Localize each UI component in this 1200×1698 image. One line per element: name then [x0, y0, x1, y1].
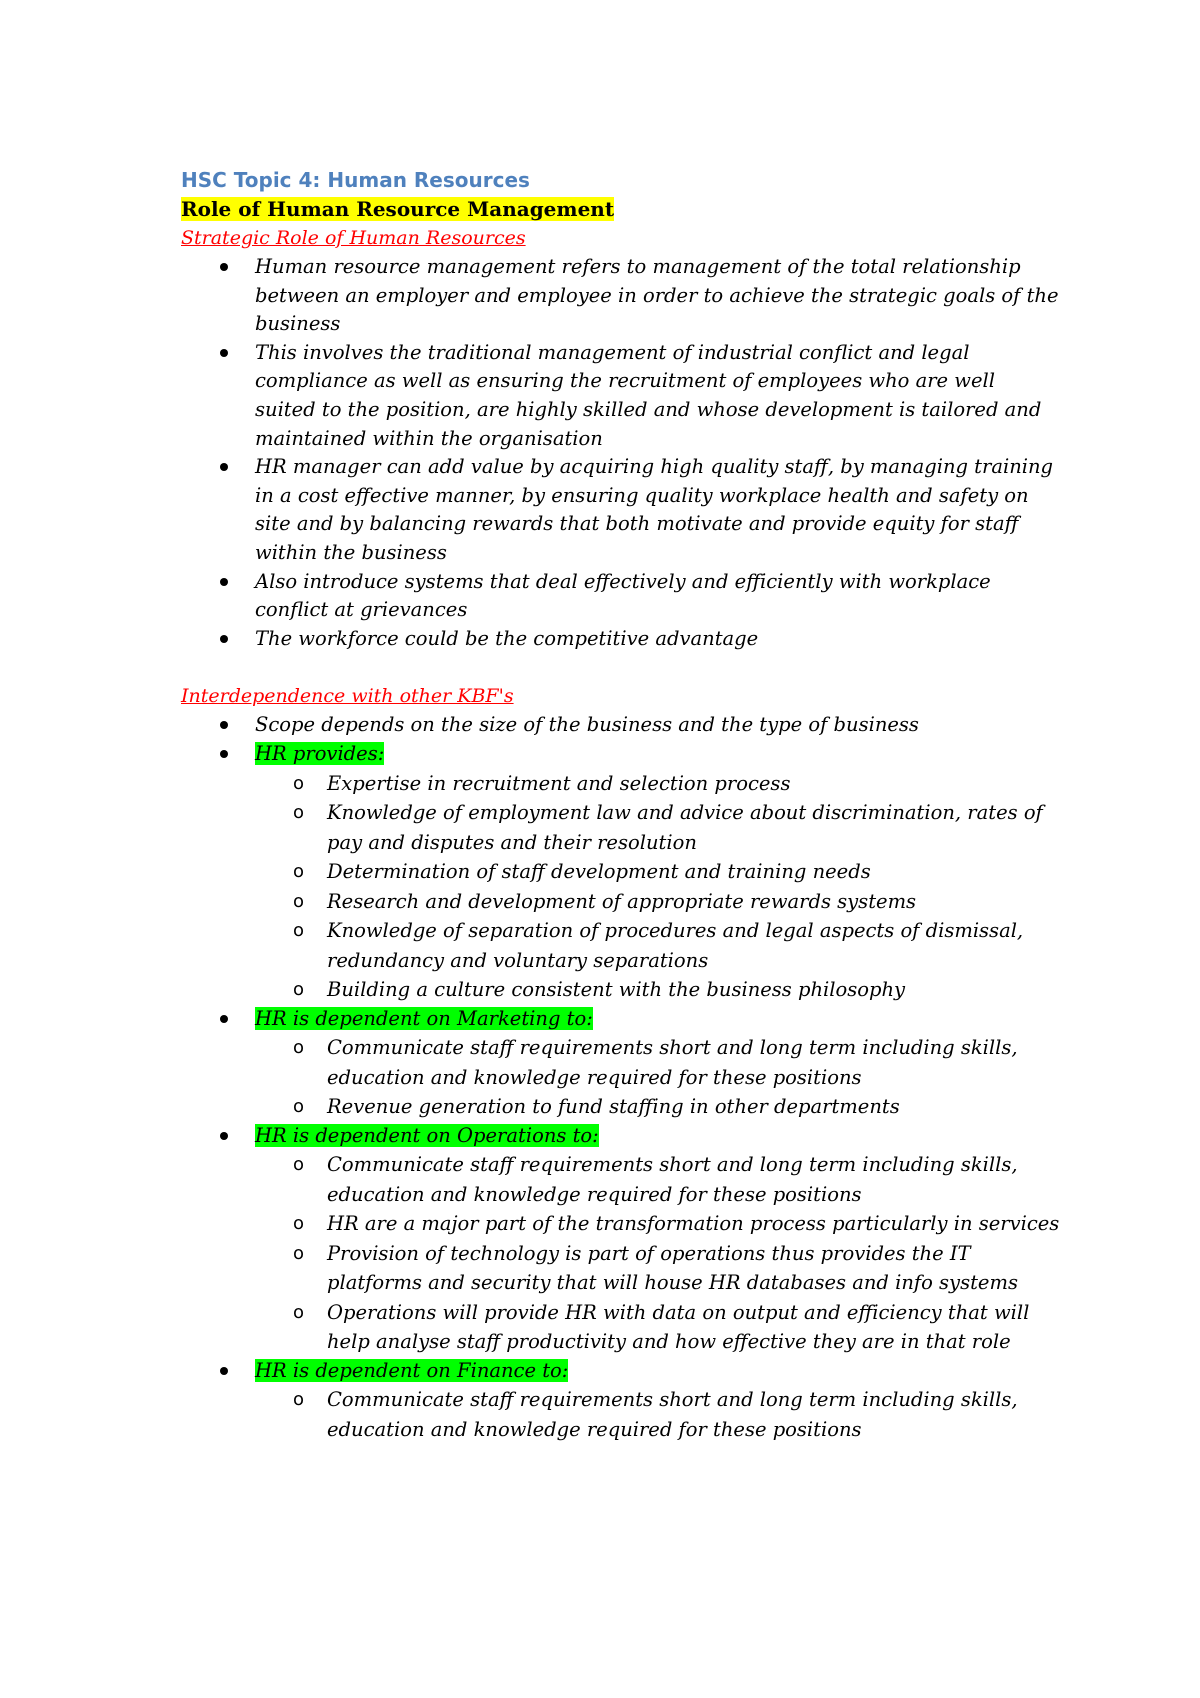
sublist-item: o Research and development of appropriate rewards systems — [255, 887, 1061, 917]
sublist-item: o Operations will provide HR with data on output and efficiency that will help analyse staff productivity and how effective they are in that role — [255, 1298, 1061, 1357]
sublist-item: o Knowledge of employment law and advice about discrimination, rates of pay and disputes and their resolution — [255, 798, 1061, 857]
marketing-sublist — [255, 1033, 1061, 1122]
document-content — [181, 166, 1061, 1444]
sublist-item: o Determination of staff development and training needs — [255, 857, 1061, 887]
document-title: HSC Topic 4: Human Resources — [181, 168, 530, 192]
highlighted-label: HR is dependent on Marketing to: — [255, 1006, 593, 1030]
subheading-interdependence: Interdependence with other KBF's — [181, 685, 514, 708]
section-title-text: Role of Human Resource Management — [181, 197, 615, 221]
sublist-item: o Knowledge of separation of procedures and legal aspects of dismissal, redundancy and voluntary separations — [255, 916, 1061, 975]
strategic-role-list — [181, 253, 1061, 653]
sublist-item: o Revenue generation to fund staffing in other departments — [255, 1092, 1061, 1122]
interdependence-list — [181, 711, 1061, 1444]
list-item: HR manager can add value by acquiring high quality staff, by managing training in a cost effective manner, by ensuring quality workplace health and safety on site and by balancing rewards that both motivate and provide equity for staff within the business — [181, 453, 1061, 567]
hr-provides-sublist — [255, 769, 1061, 1005]
list-item: Human resource management refers to management of the total relationship between an employer and employee in order to achieve the strategic goals of the business — [181, 253, 1061, 339]
list-item-finance — [181, 1357, 1061, 1445]
sublist-item: o Communicate staff requirements short and long term including skills, education and knowledge required for these positions — [255, 1150, 1061, 1209]
sublist-item: o Provision of technology is part of operations thus provides the IT platforms and security that will house HR databases and info systems — [255, 1239, 1061, 1298]
list-item: The workforce could be the competitive advantage — [181, 625, 1061, 654]
sublist-item: o Building a culture consistent with the business philosophy — [255, 975, 1061, 1005]
list-item: This involves the traditional management of industrial conflict and legal compliance as well as ensuring the recruitment of employees who are well suited to the position, are highly skilled and whose development is tailored and maintained within the organisation — [181, 339, 1061, 453]
highlighted-label: HR is dependent on Finance to: — [255, 1358, 569, 1382]
sublist-item: o Communicate staff requirements short and long term including skills, education and knowledge required for these positions — [255, 1033, 1061, 1092]
sublist-item: o Expertise in recruitment and selection process — [255, 769, 1061, 799]
list-item: Scope depends on the size of the business and the type of business — [181, 711, 1061, 740]
list-item-hr-provides — [181, 740, 1061, 1005]
operations-sublist — [255, 1150, 1061, 1357]
finance-sublist — [255, 1385, 1061, 1444]
highlighted-label: HR is dependent on Operations to: — [255, 1123, 599, 1147]
section-title — [181, 195, 1061, 224]
list-item: Also introduce systems that deal effectively and efficiently with workplace conflict at grievances — [181, 568, 1061, 625]
sublist-item: o HR are a major part of the transformation process particularly in services — [255, 1209, 1061, 1239]
list-item-marketing — [181, 1005, 1061, 1122]
list-item-operations — [181, 1122, 1061, 1357]
highlighted-label: HR provides: — [255, 741, 385, 765]
sublist-item: o Communicate staff requirements short and long term including skills, education and knowledge required for these positions — [255, 1385, 1061, 1444]
subheading-strategic-role: Strategic Role of Human Resources — [181, 227, 526, 249]
